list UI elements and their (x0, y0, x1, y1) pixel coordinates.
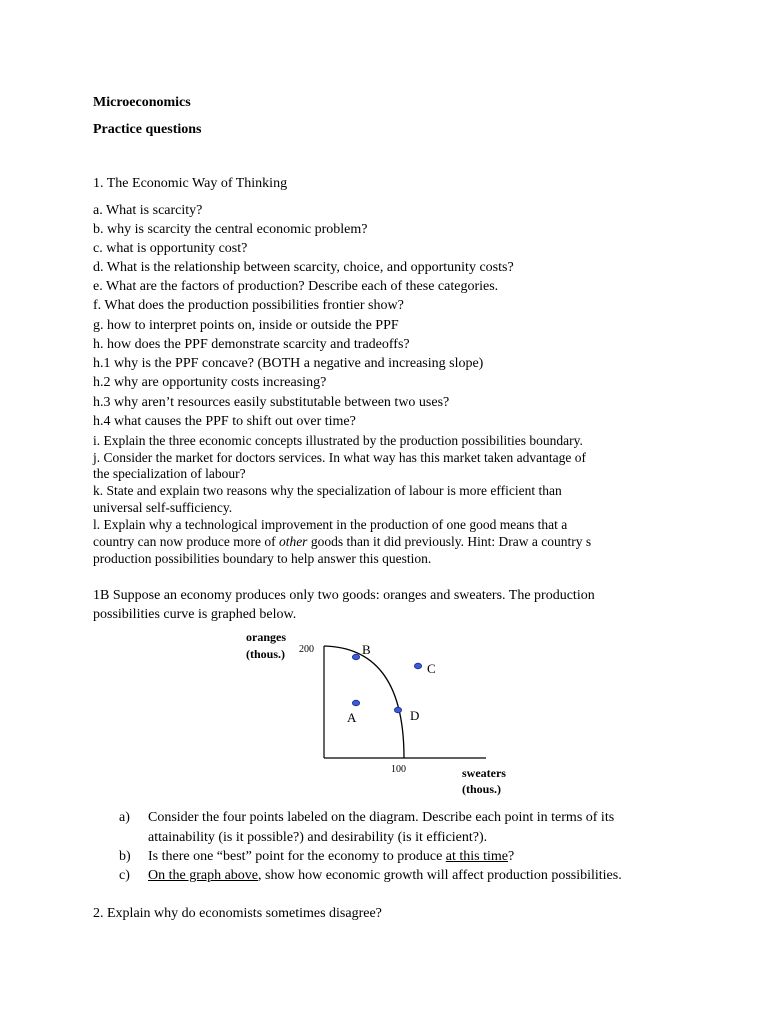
point-b-label: B (362, 642, 371, 657)
question-h1: h.1 why is the PPF concave? (BOTH a negative and increasing slope) (93, 356, 484, 371)
question-1b-a-line-2: attainability (is it possible?) and desirability (is it efficient?). (148, 830, 488, 845)
question-l-line-3: production possibilities boundary to help answer this question. (93, 551, 432, 566)
question-1b-c-text (148, 867, 622, 885)
question-1b-c-marker: c) (119, 868, 130, 883)
section-1b-intro-line-2: possibilities curve is graphed below. (93, 607, 297, 622)
point-c-marker (414, 663, 421, 669)
question-1b-b-text (148, 848, 514, 866)
section-2-question: 2. Explain why do economists sometimes disagree? (93, 906, 382, 921)
ppf-diagram (238, 624, 528, 800)
point-a-label: A (347, 710, 357, 725)
question-1b-b-underlined: at this time (445, 849, 509, 864)
question-j-line-2: the specialization of labour? (93, 466, 246, 481)
question-1b-a-line-1: Consider the four points labeled on the diagram. Describe each point in terms of its (148, 810, 615, 825)
question-i: i. Explain the three economic concepts illustrated by the production possibilities boundary. (93, 433, 583, 448)
question-1b-b-text-part-1: Is there one “best” point for the economy to produce (148, 849, 446, 864)
document-subtitle: Practice questions (93, 122, 202, 137)
question-j-line-1: j. Consider the market for doctors services. In what way has this market taken advantage of (93, 450, 586, 465)
x-axis-label-line-1: sweaters (462, 766, 506, 780)
question-h: h. how does the PPF demonstrate scarcity and tradeoffs? (93, 337, 410, 352)
question-h4: h.4 what causes the PPF to shift out over time? (93, 414, 356, 429)
point-b-marker (352, 654, 359, 660)
question-g: g. how to interpret points on, inside or outside the PPF (93, 318, 399, 333)
question-h2: h.2 why are opportunity costs increasing? (93, 375, 327, 390)
question-1b-b-marker: b) (119, 849, 131, 864)
question-l-text-part-1: country can now produce more of (93, 534, 279, 549)
point-a-marker (352, 700, 359, 706)
question-b: b. why is scarcity the central economic problem? (93, 222, 368, 237)
y-axis-tick-200: 200 (299, 644, 314, 655)
question-l-line-2 (93, 534, 591, 550)
question-1b-c-text-part-2: , show how economic growth will affect production possibilities. (258, 868, 622, 883)
point-d-marker (394, 707, 401, 713)
y-axis-label-line-1: oranges (246, 630, 286, 644)
y-axis-label-line-2: (thous.) (246, 647, 286, 661)
section-1-title: 1. The Economic Way of Thinking (93, 176, 288, 191)
section-1b-intro-line-1: 1B Suppose an economy produces only two goods: oranges and sweaters. The production (93, 588, 595, 603)
question-1b-b-text-part-2: ? (508, 849, 515, 864)
question-e: e. What are the factors of production? Describe each of these categories. (93, 279, 499, 294)
question-a: a. What is scarcity? (93, 203, 203, 218)
point-c-label: C (427, 661, 436, 676)
question-1b-a-marker: a) (119, 810, 130, 825)
question-l-line-1: l. Explain why a technological improvement in the production of one good means that a (93, 517, 568, 532)
question-l-emphasis-other: other (278, 534, 308, 549)
question-d: d. What is the relationship between scarcity, choice, and opportunity costs? (93, 260, 514, 275)
question-k-line-1: k. State and explain two reasons why the specialization of labour is more efficient than (93, 483, 562, 498)
question-h3: h.3 why aren’t resources easily substitutable between two uses? (93, 395, 450, 410)
production-possibilities-curve (324, 646, 404, 758)
x-axis-tick-100: 100 (391, 764, 406, 775)
point-d-label: D (410, 708, 420, 723)
document-subject: Microeconomics (93, 95, 191, 110)
question-c: c. what is opportunity cost? (93, 241, 248, 256)
question-k-line-2: universal self-sufficiency. (93, 500, 233, 515)
question-1b-c-underlined: On the graph above (148, 868, 259, 883)
x-axis-label-line-2: (thous.) (462, 782, 502, 796)
question-l-text-part-2: goods than it did previously. Hint: Draw a country s (307, 534, 592, 549)
question-f: f. What does the production possibilities frontier show? (93, 298, 404, 313)
